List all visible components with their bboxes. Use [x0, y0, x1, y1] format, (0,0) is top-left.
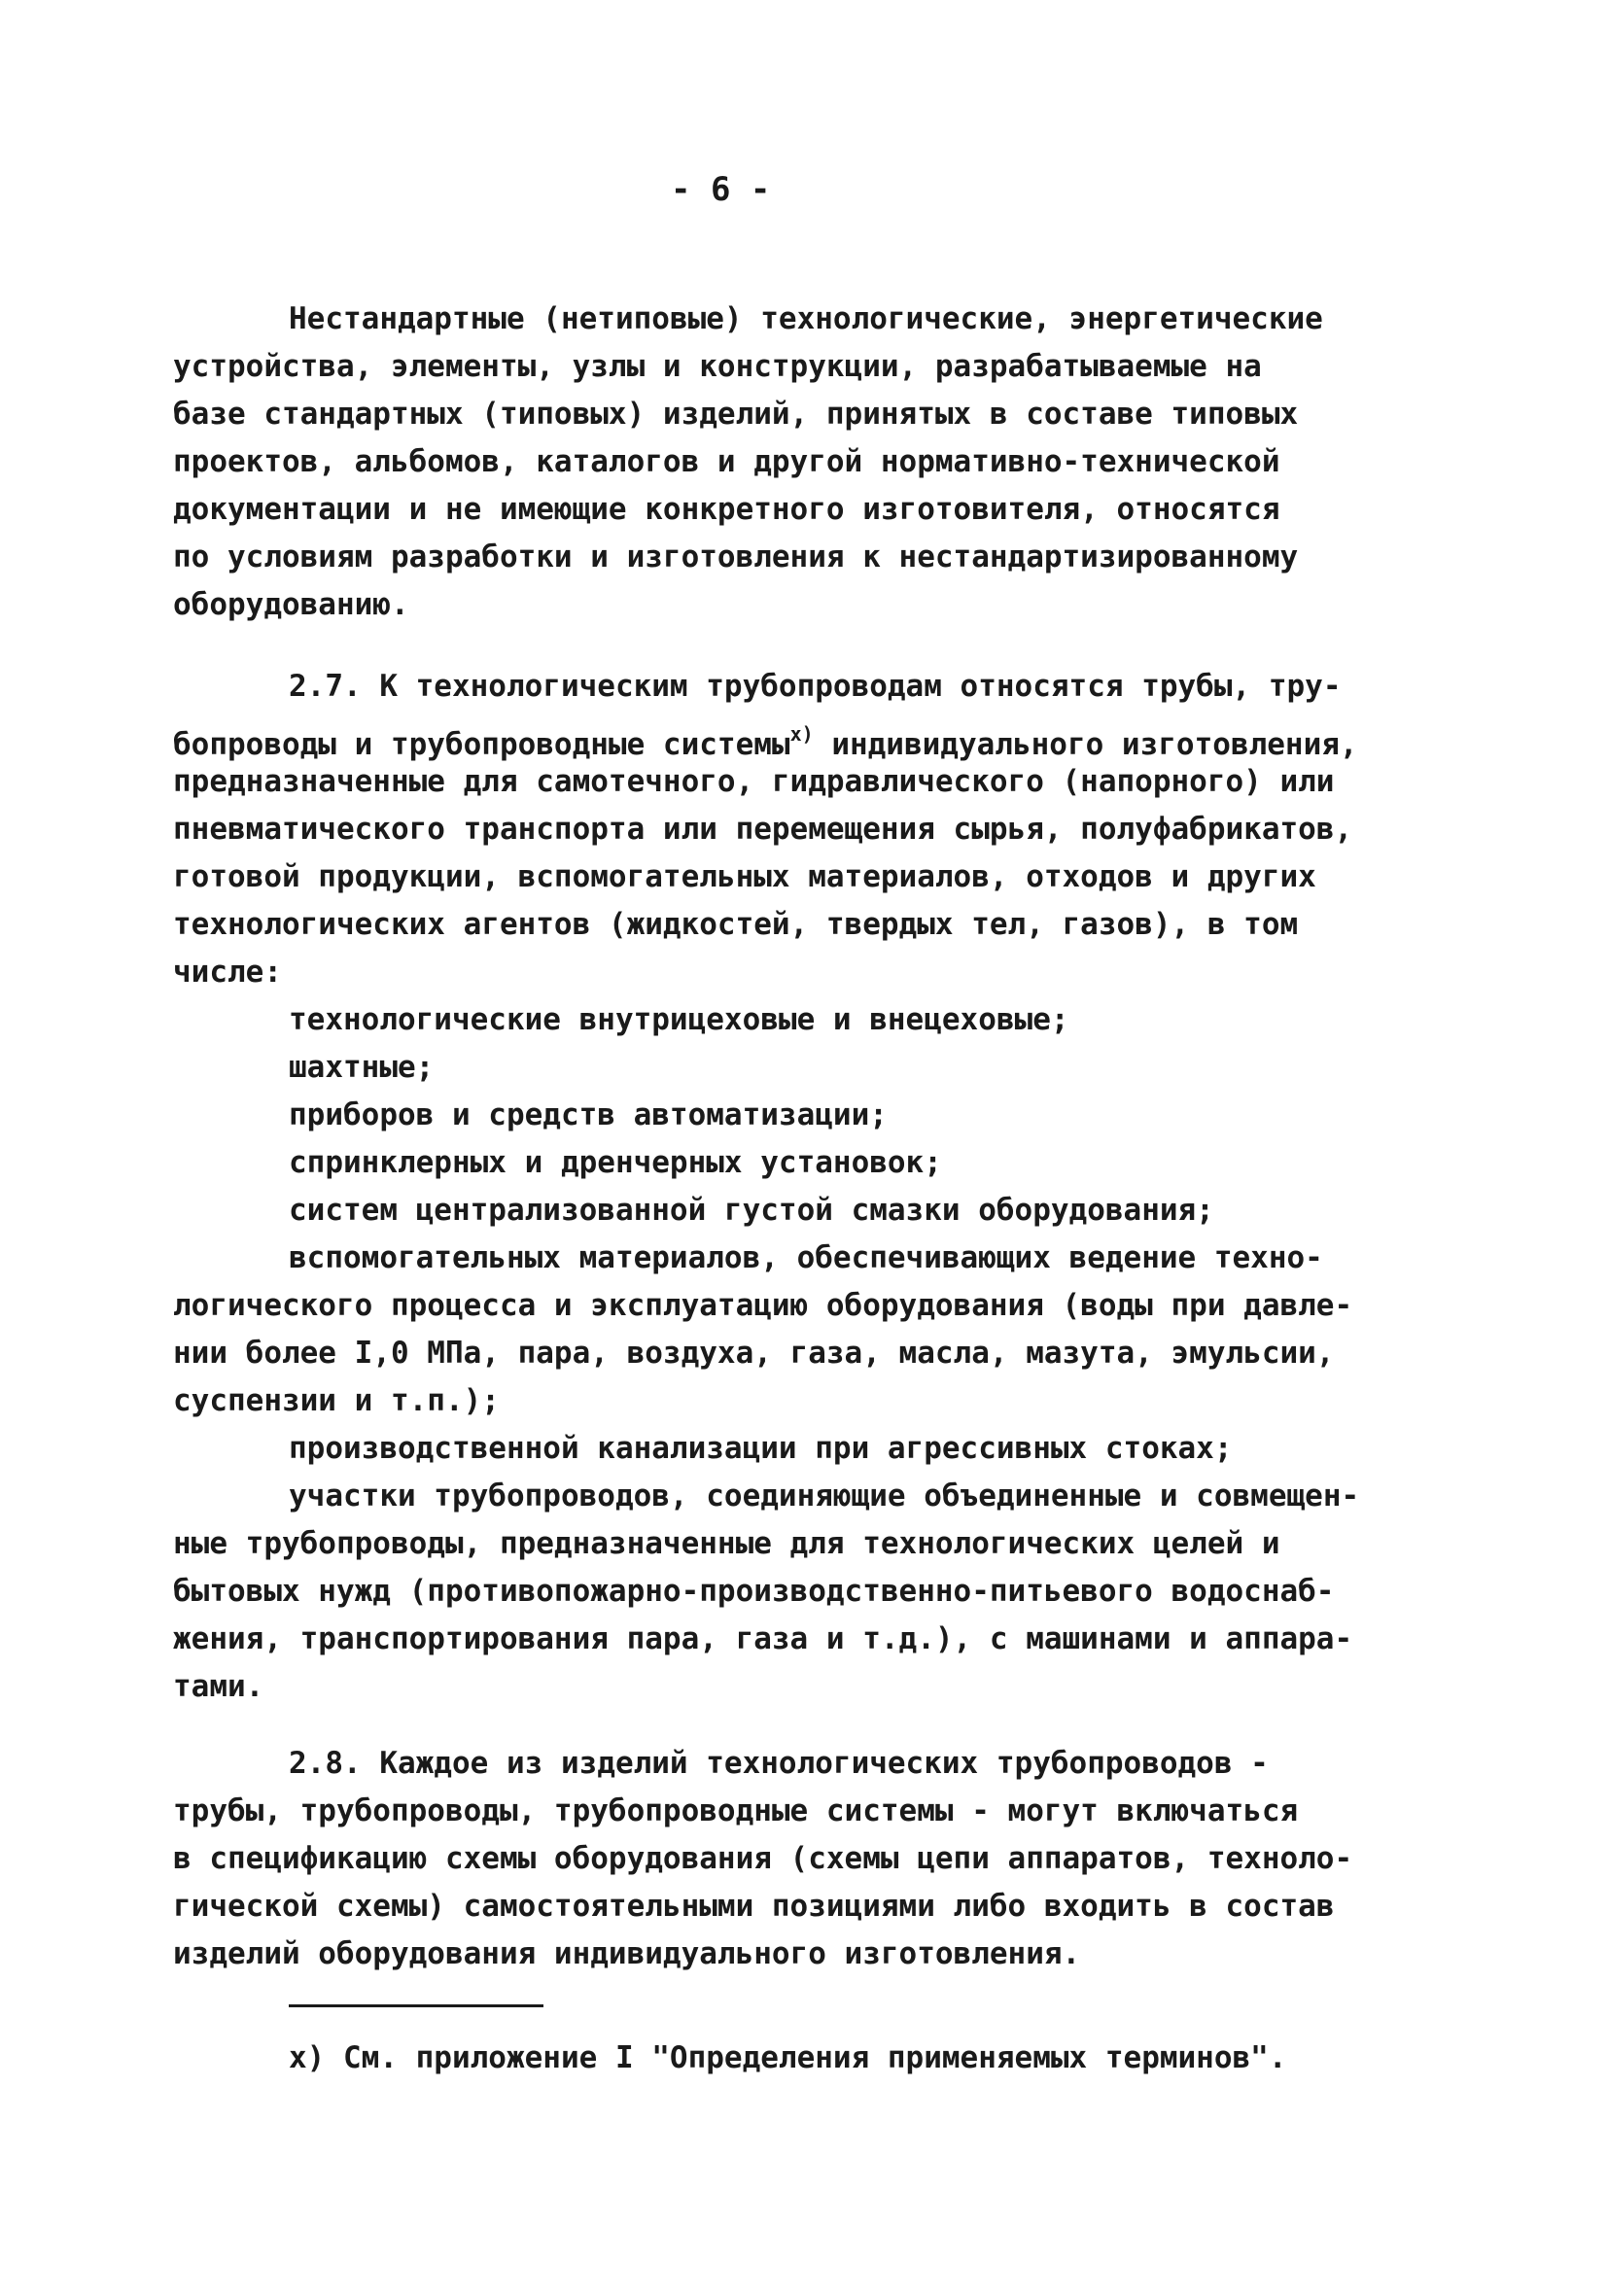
list-item: вспомогательных материалов, обеспечивающих ведение техно- [289, 1240, 1323, 1275]
footnote-divider [289, 2004, 543, 2007]
paragraph-1-line: по условиям разработки и изготовления к нестандартизированному [173, 539, 1299, 574]
section-2-7-line: предназначенные для самотечного, гидравлического (напорного) или [173, 764, 1335, 799]
section-2-7-text: бопроводы и трубопроводные системы [173, 727, 790, 762]
page-number: - 6 - [671, 170, 771, 209]
paragraph-1-line: устройства, элементы, узлы и конструкции, разрабатываемые на [173, 349, 1262, 384]
section-2-7-line: числе: [173, 955, 282, 990]
section-2-7-line-with-footnote-ref [173, 714, 1358, 764]
list-item: шахтные; [289, 1050, 435, 1085]
list-item: приборов и средств автоматизации; [289, 1097, 888, 1132]
list-item: спринклерных и дренчерных установок; [289, 1145, 942, 1180]
list-item-continuation: ные трубопроводы, предназначенные для технологических целей и [173, 1526, 1280, 1561]
list-item: производственной канализации при агрессивных стоках; [289, 1431, 1233, 1466]
section-2-8-line: изделий оборудования индивидуального изготовления. [173, 1936, 1081, 1971]
list-item: технологические внутрицеховые и внецеховые; [289, 1002, 1069, 1037]
section-2-8-line: 2.8. Каждое из изделий технологических трубопроводов - [289, 1746, 1269, 1781]
section-2-8-line: в спецификацию схемы оборудования (схемы цепи аппаратов, техноло- [173, 1841, 1353, 1876]
list-item-continuation: тами. [173, 1669, 264, 1704]
list-item-continuation: жения, транспортирования пара, газа и т.д.), с машинами и аппара- [173, 1621, 1353, 1656]
list-item-continuation: суспензии и т.п.); [173, 1383, 500, 1418]
list-item: участки трубопроводов, соединяющие объединенные и совмещен- [289, 1478, 1360, 1513]
paragraph-1-line: Нестандартные (нетиповые) технологические, энергетические [289, 301, 1323, 336]
list-item: систем централизованной густой смазки оборудования; [289, 1193, 1214, 1228]
paragraph-1-line: базе стандартных (типовых) изделий, принятых в составе типовых [173, 397, 1299, 432]
section-2-7-line: готовой продукции, вспомогательных материалов, отходов и других [173, 859, 1316, 894]
section-2-7-line: пневматического транспорта или перемещения сырья, полуфабрикатов, [173, 812, 1353, 847]
section-2-7-text: индивидуального изготовления, [813, 727, 1358, 762]
list-item-continuation: нии более I,0 МПа, пара, воздуха, газа, масла, мазута, эмульсии, [173, 1336, 1335, 1371]
list-item-continuation: бытовых нужд (противопожарно-производственно-питьевого водоснаб- [173, 1574, 1335, 1609]
paragraph-1-line: документации и не имеющие конкретного изготовителя, относятся [173, 492, 1280, 527]
paragraph-1-line: проектов, альбомов, каталогов и другой нормативно-технической [173, 444, 1280, 479]
section-2-8-line: гической схемы) самостоятельными позициями либо входить в состав [173, 1889, 1335, 1924]
footnote-reference: x) [789, 722, 814, 746]
paragraph-1-line: оборудованию. [173, 587, 409, 622]
section-2-7-line: технологических агентов (жидкостей, твердых тел, газов), в том [173, 907, 1299, 942]
footnote: x) См. приложение I "Определения применяемых терминов". [289, 2040, 1287, 2075]
section-2-7-line: 2.7. К технологическим трубопроводам относятся трубы, тру- [289, 669, 1342, 704]
list-item-continuation: логического процесса и эксплуатацию оборудования (воды при давле- [173, 1288, 1353, 1323]
section-2-8-line: трубы, трубопроводы, трубопроводные системы - могут включаться [173, 1793, 1299, 1828]
